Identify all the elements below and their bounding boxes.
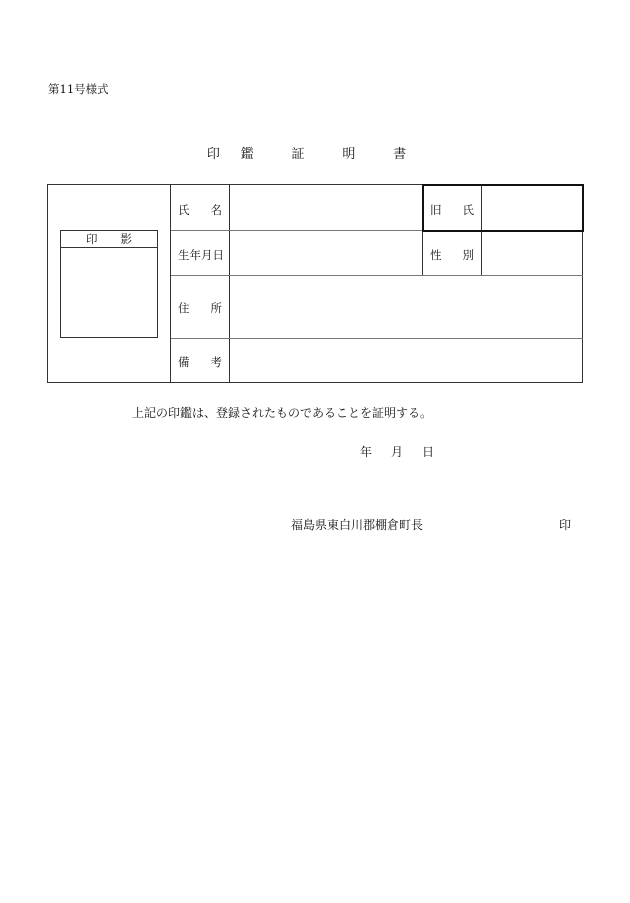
name-label xyxy=(178,202,222,218)
title-char: 鑑 xyxy=(240,147,254,162)
table-divider xyxy=(170,184,171,383)
old-name-label-char: 旧 xyxy=(430,203,442,217)
birth-date-label xyxy=(178,247,224,263)
table-divider xyxy=(229,184,230,383)
table-row-divider xyxy=(171,275,583,276)
day-label: 日 xyxy=(422,445,435,459)
document-title xyxy=(0,143,630,162)
seal-impression-label xyxy=(61,231,157,248)
title-char: 書 xyxy=(393,147,407,162)
date-line xyxy=(360,443,434,460)
address-label-char: 住 xyxy=(178,301,190,315)
remarks-label xyxy=(178,354,222,370)
address-label xyxy=(178,300,222,316)
birth-date-label-text: 生年月日 xyxy=(178,248,224,262)
table-row-divider xyxy=(171,338,583,339)
seal-mark: 印 xyxy=(559,518,572,532)
name-label-char: 氏 xyxy=(178,203,190,217)
remarks-label-char: 備 xyxy=(178,355,190,369)
seal-label-char: 影 xyxy=(120,232,132,246)
seal-label-char: 印 xyxy=(86,232,98,246)
name-label-char: 名 xyxy=(210,203,222,217)
remarks-label-char: 考 xyxy=(210,355,222,369)
seal-impression-box xyxy=(60,230,158,338)
title-char: 証 xyxy=(291,147,305,162)
certification-statement: 上記の印鑑は、登録されたものであることを証明する。 xyxy=(132,406,433,420)
table-divider xyxy=(422,230,423,275)
address-label-char: 所 xyxy=(210,301,222,315)
title-char: 明 xyxy=(342,147,356,162)
gender-label-char: 別 xyxy=(462,248,474,262)
gender-label-char: 性 xyxy=(430,248,442,262)
form-number: 第11号様式 xyxy=(48,82,109,96)
gender-label xyxy=(430,247,474,263)
issuer-name: 福島県東白川郡棚倉町長 xyxy=(291,518,424,532)
old-name-label xyxy=(430,202,474,218)
old-name-label-char: 氏 xyxy=(462,203,474,217)
month-label: 月 xyxy=(391,445,404,459)
title-char: 印 xyxy=(206,147,220,162)
year-label: 年 xyxy=(360,445,373,459)
